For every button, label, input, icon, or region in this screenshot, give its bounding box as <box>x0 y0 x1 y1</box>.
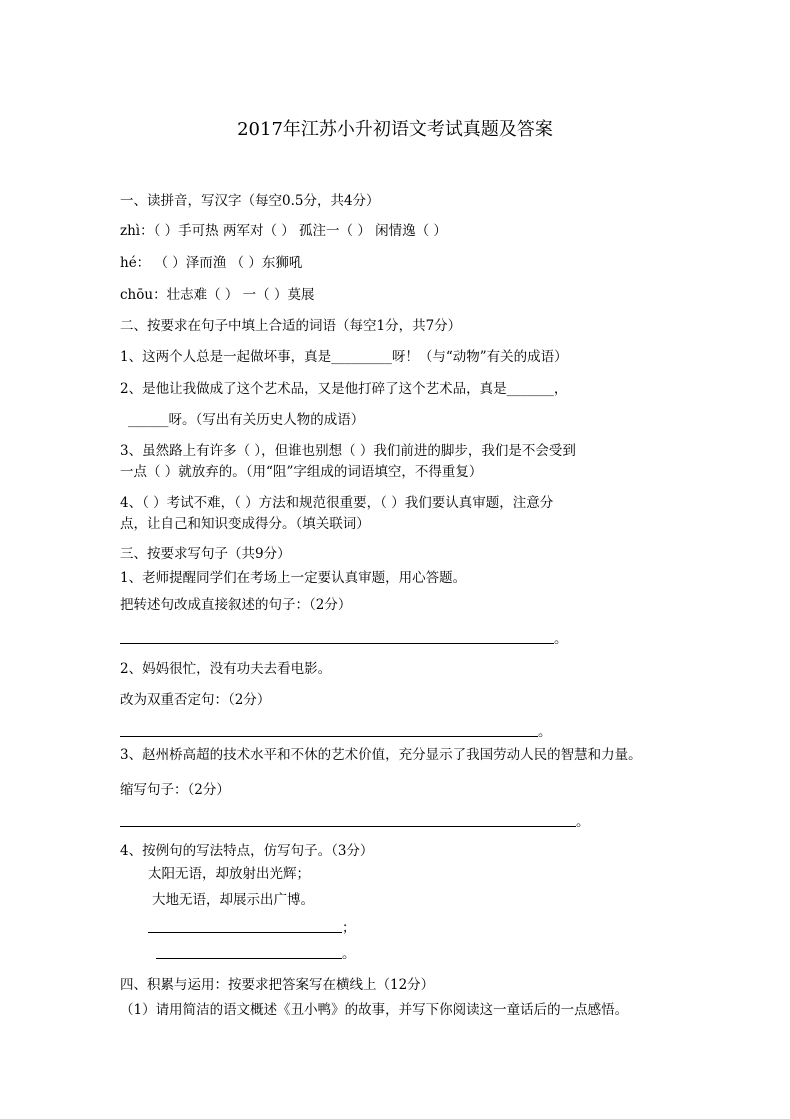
page-title: 2017年江苏小升初语文考试真题及答案 <box>237 119 553 140</box>
answer-line-3-3[interactable] <box>120 826 576 827</box>
question-3-2: 2、妈妈很忙，没有功夫去看电影。 <box>120 661 332 677</box>
question-2-1: 1、这两个人总是一起做坏事，真是_________呀！（与“动物”有关的成语） <box>120 349 568 365</box>
question-2-2-line-2: ______呀。（写出有关历史人物的成语） <box>128 412 365 428</box>
question-2-3-line-2: 一点（ ）就放弃的。（用“阻”字组成的词语填空，不得重复） <box>120 464 483 480</box>
answer-line-3-1[interactable] <box>120 643 554 644</box>
question-3-4: 4、按例句的写法特点，仿写句子。（3分） <box>120 843 374 859</box>
question-4-1: （1）请用简洁的语文概述《丑小鸭》的故事，并写下你阅读这一童话后的一点感悟。 <box>120 1002 629 1018</box>
example-sentence-2: 大地无语，却展示出广博。 <box>152 892 314 908</box>
pinyin-line-chou: chōu：壮志难（ ） 一（ ）莫展 <box>120 287 315 303</box>
question-3-1: 1、老师提醒同学们在考场上一定要认真审题，用心答题。 <box>120 570 467 586</box>
section-1-heading: 一、读拼音，写汉字（每空0.5分，共4分） <box>120 193 380 209</box>
question-3-1-requirement: 把转述句改成直接叙述的句子：（2分） <box>120 597 352 613</box>
answer-line-3-3-end: 。 <box>576 814 590 830</box>
question-3-3-requirement: 缩写句子：（2分） <box>120 782 230 798</box>
answer-line-3-2-end: 。 <box>538 724 552 740</box>
question-3-2-requirement: 改为双重否定句：（2分） <box>120 692 271 708</box>
answer-line-3-4-a[interactable] <box>148 932 342 933</box>
pinyin-line-zhi: zhì：（ ）手可热 两军对（ ） 孤注一（ ） 闲情逸（ ） <box>120 223 447 239</box>
section-4-heading: 四、积累与运用：按要求把答案写在横线上（12分） <box>120 977 435 993</box>
answer-line-3-4-b-end: 。 <box>342 946 356 962</box>
question-2-3-line-1: 3、虽然路上有许多（ ），但谁也别想（ ）我们前进的脚步，我们是不会受到 <box>120 443 576 459</box>
pinyin-line-he: hé： （ ）泽而渔 （ ）东狮吼 <box>120 255 303 271</box>
section-3-heading: 三、按要求写句子（共9分） <box>120 546 291 562</box>
question-2-2-line-1: 2、是他让我做成了这个艺术品，又是他打碎了这个艺术品，真是_______， <box>120 381 568 397</box>
answer-line-3-4-b[interactable] <box>156 958 342 959</box>
example-sentence-1: 太阳无语，却放射出光辉； <box>148 866 310 882</box>
section-2-heading: 二、按要求在句子中填上合适的词语（每空1分，共7分） <box>120 318 462 334</box>
answer-line-3-2[interactable] <box>120 736 538 737</box>
answer-line-3-1-end: 。 <box>554 631 568 647</box>
question-2-4-line-2: 点，让自己和知识变成得分。（填关联词） <box>120 516 370 532</box>
answer-line-3-4-a-end: ； <box>342 920 356 936</box>
question-2-4-line-1: 4、（ ）考试不难，（ ）方法和规范很重要，（ ）我们要认真审题，注意分 <box>120 495 554 511</box>
question-3-3: 3、赵州桥高超的技术水平和不休的艺术价值，充分显示了我国劳动人民的智慧和力量。 <box>120 747 642 763</box>
